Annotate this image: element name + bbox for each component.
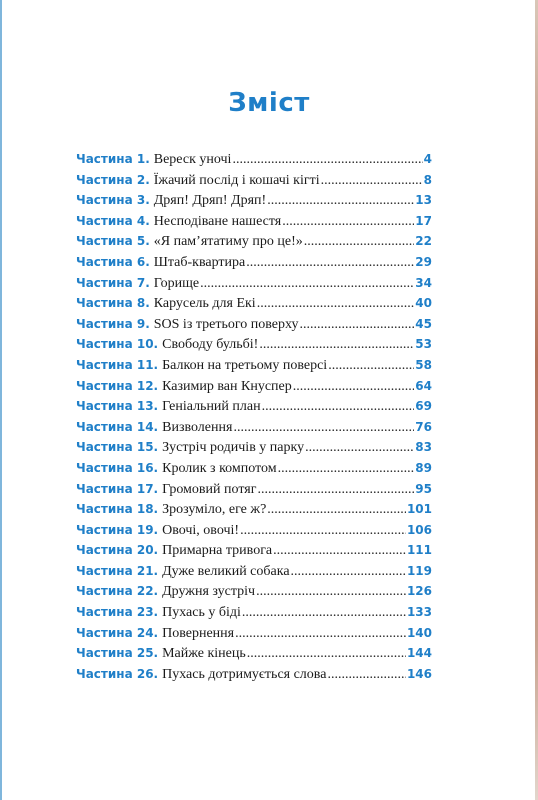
toc-entry-page-number: 17: [415, 213, 432, 228]
toc-entry: [76, 502, 432, 523]
toc-entry-label: Частина 25.: [76, 646, 159, 661]
toc-entry-title: Дружня зустріч: [162, 584, 256, 600]
toc-entry: [76, 337, 432, 358]
toc-entry: [76, 317, 432, 338]
toc-entry-label: Частина 18.: [76, 502, 159, 517]
toc-dot-leader: [256, 584, 406, 600]
toc-entry-label: Частина 10.: [76, 337, 159, 352]
toc-entry-label: Частина 1.: [76, 152, 150, 166]
toc-dot-leader: [304, 234, 415, 250]
toc-entry-label: Частина 16.: [76, 460, 159, 475]
toc-dot-leader: [259, 337, 414, 353]
toc-entry: [76, 482, 432, 503]
toc-dot-leader: [242, 605, 406, 621]
toc-entry-title: Балкон на третьому поверсі: [162, 357, 328, 373]
toc-entry-page-number: 53: [415, 337, 432, 352]
toc-entry-page-number: 45: [415, 316, 432, 331]
toc-dot-leader: [247, 646, 406, 662]
toc-entry-label: Частина 17.: [76, 481, 159, 496]
toc-entry-title: «Я пам’ятатиму про це!»: [153, 234, 303, 250]
toc-entry-label: Частина 13.: [76, 399, 159, 414]
toc-dot-leader: [200, 276, 414, 292]
toc-entry-page-number: 95: [415, 481, 432, 496]
toc-entry-title: SOS із третього поверху: [153, 316, 299, 332]
toc-entry-label: Частина 22.: [76, 584, 159, 599]
toc-entry-page-number: 29: [415, 254, 432, 269]
toc-entry: [76, 255, 432, 276]
toc-entry-title: Геніальний план: [162, 399, 261, 415]
toc-dot-leader: [278, 461, 415, 477]
toc-entry: [76, 173, 432, 194]
toc-entry-label: Частина 23.: [76, 605, 159, 620]
toc-entry-label: Частина 24.: [76, 625, 159, 640]
toc-entry-label: Частина 9.: [76, 316, 150, 331]
toc-entry-label: Частина 6.: [76, 254, 150, 269]
toc-entry-label: Частина 5.: [76, 234, 150, 249]
toc-entry-label: Частина 26.: [76, 666, 159, 681]
toc-entry-label: Частина 4.: [76, 213, 150, 228]
toc-entry-label: Частина 2.: [76, 172, 150, 187]
toc-entry-page-number: 146: [406, 666, 432, 681]
toc-dot-leader: [299, 317, 414, 333]
toc-dot-leader: [267, 502, 406, 518]
toc-entry: [76, 461, 432, 482]
toc-entry-page-number: 22: [415, 234, 432, 249]
toc-entry-title: Карусель для Екі: [153, 296, 256, 312]
page-edge-left: [0, 0, 2, 800]
toc-entry-title: Кролик з компотом: [162, 460, 277, 476]
toc-dot-leader: [262, 399, 415, 415]
toc-entry: [76, 523, 432, 544]
toc-entry-label: Частина 7.: [76, 275, 150, 290]
toc-entry-title: Горище: [153, 275, 200, 291]
toc-dot-leader: [293, 379, 415, 395]
toc-entry-page-number: 69: [415, 399, 432, 414]
toc-entry: [76, 584, 432, 605]
toc-entry-title: Громовий потяг: [162, 481, 257, 497]
toc-entry-page-number: 4: [423, 152, 432, 166]
toc-entry-title: Визволення: [162, 419, 233, 435]
toc-entry-title: Казимир ван Кнуспер: [162, 378, 292, 394]
toc-entry-title: Повернення: [162, 625, 235, 641]
toc-entry-page-number: 144: [406, 646, 432, 661]
toc-entry-page-number: 64: [415, 378, 432, 393]
toc-entry: [76, 564, 432, 585]
toc-dot-leader: [257, 296, 415, 312]
toc-entry-page-number: 89: [415, 460, 432, 475]
toc-dot-leader: [232, 152, 422, 168]
toc-entry: [76, 399, 432, 420]
toc-entry: [76, 420, 432, 441]
toc-dot-leader: [246, 255, 414, 271]
toc-dot-leader: [328, 358, 414, 374]
page-title: Зміст: [228, 88, 310, 118]
toc-entry-page-number: 111: [406, 543, 432, 558]
toc-entry-title: Несподіване нашестя: [153, 213, 282, 229]
toc-dot-leader: [305, 440, 414, 456]
toc-dot-leader: [282, 214, 414, 230]
toc-entry-label: Частина 14.: [76, 419, 159, 434]
toc-entry-label: Частина 15.: [76, 440, 159, 455]
toc-entry: [76, 276, 432, 297]
toc-entry-title: Зрозуміло, еге ж?: [162, 502, 267, 518]
toc-entry-title: Свободу бульбі!: [162, 337, 259, 353]
toc-entry-title: Овочі, овочі!: [162, 522, 240, 538]
toc-entry: [76, 646, 432, 667]
toc-entry-title: Примарна тривога: [162, 543, 273, 559]
toc-entry-page-number: 126: [406, 584, 432, 599]
toc-entry-label: Частина 19.: [76, 522, 159, 537]
toc-entry-label: Частина 3.: [76, 193, 150, 208]
toc-dot-leader: [257, 482, 414, 498]
toc-entry-page-number: 101: [406, 502, 432, 517]
toc-entry-label: Частина 8.: [76, 296, 150, 311]
toc-entry-label: Частина 21.: [76, 563, 159, 578]
toc-entry-title: Вереск уночі: [153, 152, 232, 167]
toc-dot-leader: [327, 667, 406, 683]
toc-entry-title: Пухась у біді: [162, 605, 241, 621]
toc-entry: [76, 605, 432, 626]
table-of-contents: [76, 152, 432, 687]
toc-entry-title: Зустріч родичів у парку: [162, 440, 305, 456]
toc-entry-label: Частина 11.: [76, 357, 159, 372]
toc-dot-leader: [233, 420, 414, 436]
toc-entry: [76, 358, 432, 379]
toc-entry: [76, 626, 432, 647]
toc-entry-page-number: 140: [406, 625, 432, 640]
toc-dot-leader: [267, 193, 414, 209]
toc-entry: [76, 379, 432, 400]
toc-entry-title: Майже кінець: [162, 646, 246, 662]
toc-entry-title: Їжачий послід і кошачі кігті: [153, 172, 320, 188]
toc-entry-label: Частина 20.: [76, 543, 159, 558]
toc-entry: [76, 296, 432, 317]
toc-entry-title: Пухась дотримується слова: [162, 666, 327, 682]
toc-entry-label: Частина 12.: [76, 378, 159, 393]
toc-entry-title: Дряп! Дряп! Дряп!: [153, 193, 267, 209]
toc-dot-leader: [321, 173, 423, 189]
toc-entry-page-number: 13: [415, 193, 432, 208]
toc-entry-page-number: 76: [415, 419, 432, 434]
toc-entry-page-number: 83: [415, 440, 432, 455]
toc-entry-page-number: 106: [406, 522, 432, 537]
toc-entry-page-number: 40: [415, 296, 432, 311]
toc-entry-page-number: 34: [415, 275, 432, 290]
toc-entry: [76, 152, 432, 173]
toc-entry: [76, 193, 432, 214]
toc-entry-page-number: 119: [406, 563, 432, 578]
toc-entry: [76, 440, 432, 461]
toc-entry: [76, 234, 432, 255]
toc-dot-leader: [240, 523, 406, 539]
toc-entry-title: Дуже великий собака: [162, 563, 290, 579]
toc-entry-page-number: 8: [423, 172, 432, 187]
toc-entry: [76, 214, 432, 235]
toc-dot-leader: [235, 626, 406, 642]
toc-entry-page-number: 133: [406, 605, 432, 620]
toc-entry-page-number: 58: [415, 357, 432, 372]
toc-entry-title: Штаб-квартира: [153, 254, 246, 270]
toc-entry: [76, 667, 432, 688]
toc-dot-leader: [273, 543, 406, 559]
toc-entry: [76, 543, 432, 564]
toc-dot-leader: [291, 564, 406, 580]
